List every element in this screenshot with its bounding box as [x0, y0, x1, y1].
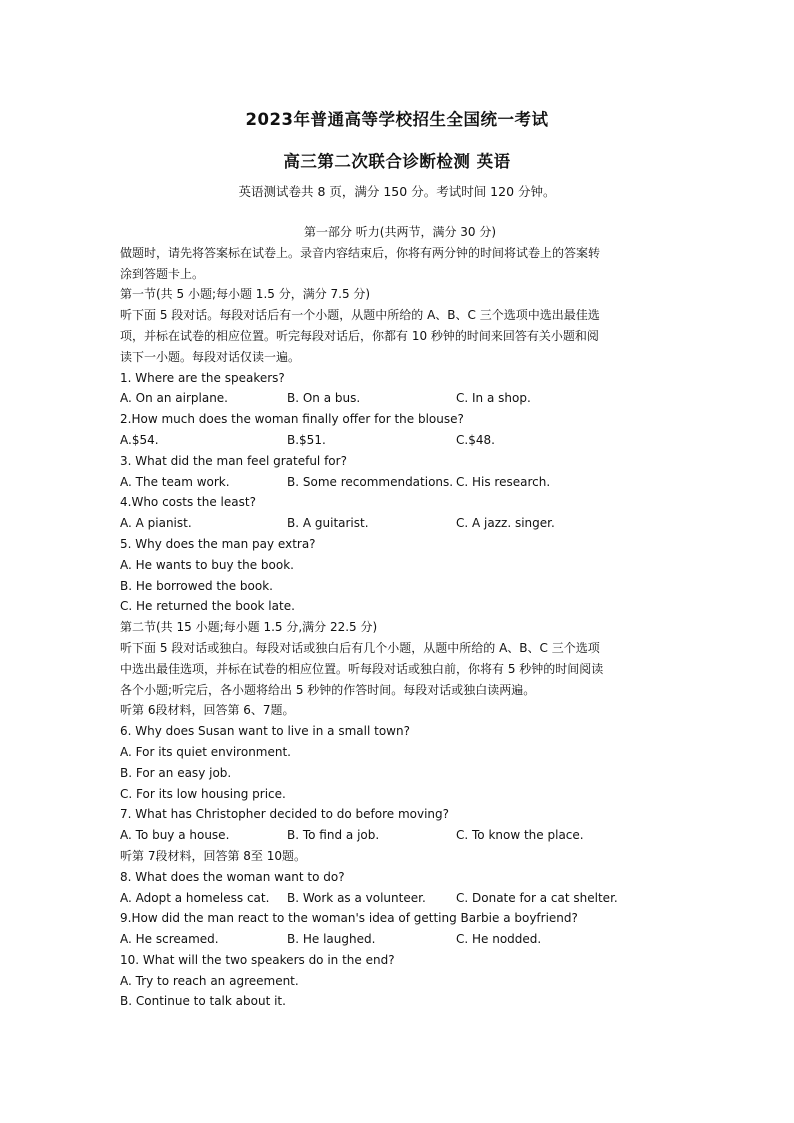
material-6-instruction: 听第 6段材料，回答第 6、7题。 — [120, 703, 295, 718]
section1-heading: 第一节(共 5 小题;每小题 1.5 分，满分 7.5 分) — [120, 287, 371, 302]
section2-intro-line: 中选出最佳选项，并标在试卷的相应位置。听每段对话或独白前，你将有 5 秒钟的时间阅读 — [120, 661, 604, 676]
exam-content — [120, 222, 680, 1012]
question-2: 2.How much does the woman finally offer for the blouse? — [120, 412, 464, 427]
option-a: A. He wants to buy the book. — [120, 557, 294, 572]
option-a: A.$54. — [120, 432, 159, 447]
options-row-2 — [120, 430, 680, 451]
question-6: 6. Why does Susan want to live in a small town? — [120, 724, 410, 739]
question-3: 3. What did the man feel grateful for? — [120, 453, 347, 468]
option-b: B. Some recommendations. — [287, 474, 454, 489]
option-b: B. On a bus. — [287, 391, 361, 406]
option-b: B. To find a job. — [287, 828, 380, 843]
option-b: B. For an easy job. — [120, 765, 232, 780]
options-row-7 — [120, 825, 680, 846]
option-a: A. To buy a house. — [120, 828, 230, 843]
option-b: B. Continue to talk about it. — [120, 994, 286, 1009]
options-row-3 — [120, 472, 680, 493]
section2-intro-line: 各个小题;听完后，各小题将给出 5 秒钟的作答时间。每段对话或独白读两遍。 — [120, 682, 536, 697]
exam-title: 2023年普通高等学校招生全国统一考试 — [245, 110, 549, 129]
options-row-4 — [120, 513, 680, 534]
section2-intro-line: 听下面 5 段对话或独白。每段对话或独白后有几个小题，从题中所给的 A、B、C 三个选项 — [120, 640, 600, 655]
section1-intro-line: 听下面 5 段对话。每段对话后有一个小题，从题中所给的 A、B、C 三个选项中选出最佳选 — [120, 308, 600, 323]
option-c: C. His research. — [456, 474, 551, 489]
option-c: C. In a shop. — [456, 391, 531, 406]
option-b: B. He laughed. — [287, 932, 376, 947]
question-8: 8. What does the woman want to do? — [120, 869, 345, 884]
options-row-1 — [120, 388, 680, 409]
option-c: C. To know the place. — [456, 828, 584, 843]
question-4: 4.Who costs the least? — [120, 495, 256, 510]
options-row-8 — [120, 888, 680, 909]
option-c: C. He nodded. — [456, 932, 542, 947]
material-7-instruction: 听第 7段材料，回答第 8至 10题。 — [120, 848, 306, 863]
options-row-9 — [120, 929, 680, 950]
option-b: B.$51. — [287, 432, 326, 447]
section2-heading: 第二节(共 15 小题;每小题 1.5 分,满分 22.5 分) — [120, 620, 378, 635]
option-c: C. Donate for a cat shelter. — [456, 890, 618, 905]
option-c: C. A jazz. singer. — [456, 516, 555, 531]
option-a: A. Try to reach an agreement. — [120, 973, 299, 988]
option-b: B. A guitarist. — [287, 516, 369, 531]
option-a: A. For its quiet environment. — [120, 744, 291, 759]
option-b: B. Work as a volunteer. — [287, 890, 426, 905]
section1-intro-line: 读下一小题。每段对话仅读一遍。 — [120, 349, 301, 364]
question-7: 7. What has Christopher decided to do before moving? — [120, 807, 450, 822]
option-b: B. He borrowed the book. — [120, 578, 273, 593]
question-5: 5. Why does the man pay extra? — [120, 536, 316, 551]
exam-subtitle: 高三第二次联合诊断检测 英语 — [283, 152, 511, 171]
part1-intro-line: 做题时，请先将答案标在试卷上。录音内容结束后，你将有两分钟的时间将试卷上的答案转 — [120, 245, 601, 260]
section1-intro-line: 项，并标在试卷的相应位置。听完每段对话后，你都有 10 秒钟的时间来回答有关小题和阅 — [120, 328, 599, 343]
option-c: C. He returned the book late. — [120, 599, 295, 614]
option-c: C. For its low housing price. — [120, 786, 286, 801]
option-a: A. Adopt a homeless cat. — [120, 890, 270, 905]
part1-intro-line: 涂到答题卡上。 — [120, 266, 205, 281]
part1-heading: 第一部分 听力(共两节，满分 30 分) — [303, 225, 497, 239]
question-1: 1. Where are the speakers? — [120, 370, 285, 385]
question-10: 10. What will the two speakers do in the end? — [120, 952, 395, 967]
option-a: A. The team work. — [120, 474, 230, 489]
question-9: 9.How did the man react to the woman's idea of getting Barbie a boyfriend? — [120, 911, 578, 926]
exam-info: 英语测试卷共 8 页，满分 150 分。考试时间 120 分钟。 — [238, 184, 556, 199]
option-a: A. On an airplane. — [120, 391, 228, 406]
option-c: C.$48. — [456, 432, 495, 447]
option-a: A. A pianist. — [120, 516, 192, 531]
option-a: A. He screamed. — [120, 932, 219, 947]
